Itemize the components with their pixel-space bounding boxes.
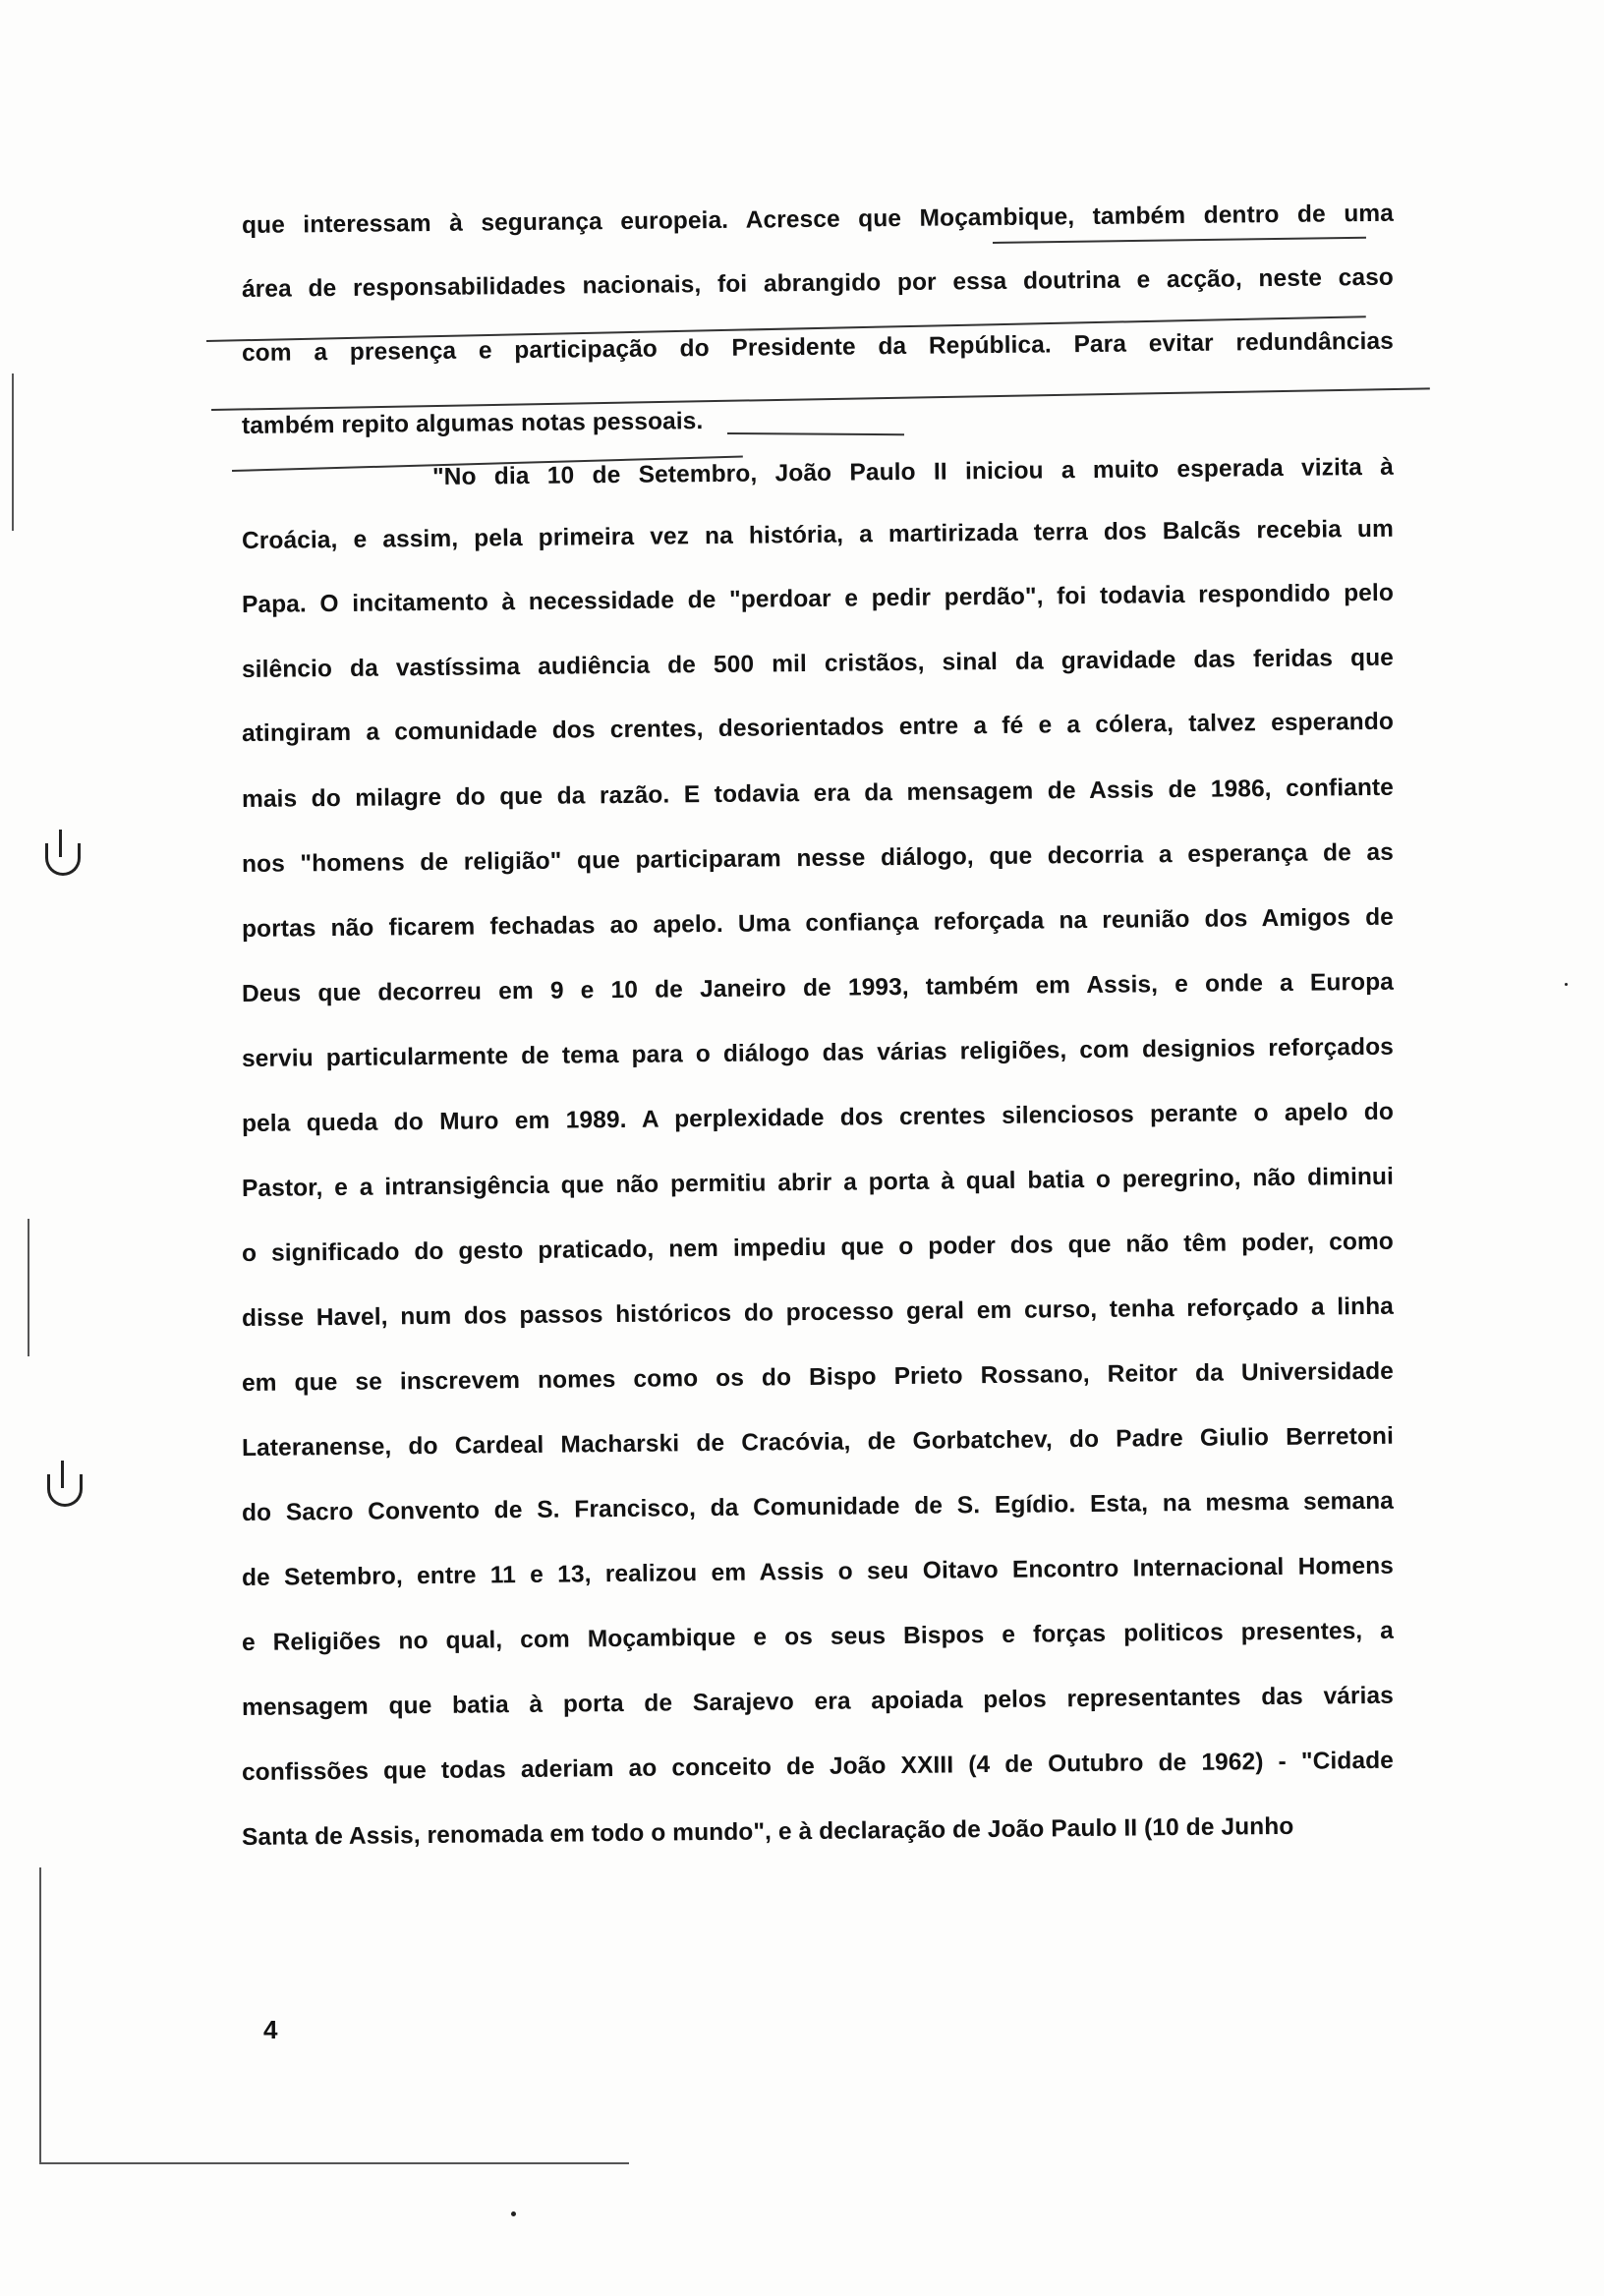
text-line-8: silêncio da vastíssima audiência de 500 mil cristãos, sinal da gravidade das feridas que — [241, 644, 1395, 683]
text-line-20: Lateranense, do Cardeal Macharski de Cracóvia, de Gorbatchev, do Padre Giulio Berretoni — [241, 1422, 1395, 1462]
text-line-1: que interessam à segurança europeia. Acresce que Moçambique, também dentro de uma — [241, 200, 1395, 239]
speck — [1565, 983, 1568, 986]
text-line-19: em que se inscrevem nomes como os do Bispo Prieto Rossano, Reitor da Universidade — [241, 1357, 1395, 1397]
text-line-13: Deus que decorreu em 9 e 10 de Janeiro de 1993, também em Assis, e onde a Europa — [241, 968, 1395, 1007]
text-line-17: o significado do gesto praticado, nem impediu que o poder dos que não têm poder, como — [241, 1228, 1395, 1267]
text-line-21: do Sacro Convento de S. Francisco, da Comunidade de S. Egídio. Esta, na mesma semana — [241, 1487, 1395, 1526]
text-line-12: portas não ficarem fechadas ao apelo. Uma confiança reforçada na reunião dos Amigos de — [241, 903, 1395, 943]
text-line-25: confissões que todas aderiam ao conceito de João XXIII (4 de Outubro de 1962) - "Cidade — [241, 1747, 1395, 1786]
text-line-18: disse Havel, num dos passos históricos do processo geral em curso, tenha reforçado a linha — [241, 1292, 1395, 1332]
left-edge-line — [39, 1867, 41, 2162]
left-edge-line — [12, 373, 14, 531]
text-line-5: "No dia 10 de Setembro, João Paulo II iniciou a muito esperada vizita à — [431, 453, 1395, 490]
text-line-23: e Religiões no qual, com Moçambique e os seus Bispos e forças politicos presentes, a — [241, 1617, 1395, 1656]
text-line-7: Papa. O incitamento à necessidade de "perdoar e pedir perdão", foi todavia respondido pelo — [241, 579, 1395, 618]
text-line-22: de Setembro, entre 11 e 13, realizou em Assis o seu Oitavo Encontro Internacional Homens — [241, 1552, 1395, 1591]
text-line-4: também repito algumas notas pessoais. — [241, 408, 704, 439]
text-line-9: atingiram a comunidade dos crentes, desorientados entre a fé e a cólera, talvez esperando — [241, 708, 1395, 747]
text-line-10: mais do milagre do que da razão. E todavia era da mensagem de Assis de 1986, confiante — [241, 774, 1395, 813]
bottom-edge-line — [39, 2162, 629, 2164]
left-edge-line — [28, 1219, 29, 1356]
text-line-16: Pastor, e a intransigência que não permitiu abrir a porta à qual batia o peregrino, não diminui — [241, 1163, 1395, 1202]
page-number: 4 — [263, 2015, 278, 2044]
underline-mark — [993, 237, 1366, 244]
text-line-15: pela queda do Muro em 1989. A perplexidade dos crentes silenciosos perante o apelo do — [241, 1098, 1395, 1137]
text-line-6: Croácia, e assim, pela primeira vez na história, a martirizada terra dos Balcãs recebia um — [241, 515, 1395, 554]
text-line-3: com a presença e participação do Presidente da República. Para evitar redundâncias — [241, 327, 1395, 367]
binder-hook-icon — [45, 843, 81, 876]
text-line-14: serviu particularmente de tema para o diálogo das várias religiões, com designios reforçados — [241, 1033, 1395, 1072]
text-line-26: Santa de Assis, renomada em todo o mundo", e à declaração de João Paulo II (10 de Junho — [241, 1812, 1294, 1851]
underline-mark — [727, 432, 904, 435]
text-line-11: nos "homens de religião" que participaram nesse diálogo, que decorria a esperança de as — [241, 838, 1395, 878]
binder-hook-icon — [47, 1474, 83, 1507]
speck — [511, 2211, 516, 2216]
text-line-2: área de responsabilidades nacionais, foi abrangido por essa doutrina e acção, neste caso — [241, 263, 1395, 303]
text-line-24: mensagem que batia à porta de Sarajevo era apoiada pelos representantes das várias — [241, 1682, 1395, 1721]
